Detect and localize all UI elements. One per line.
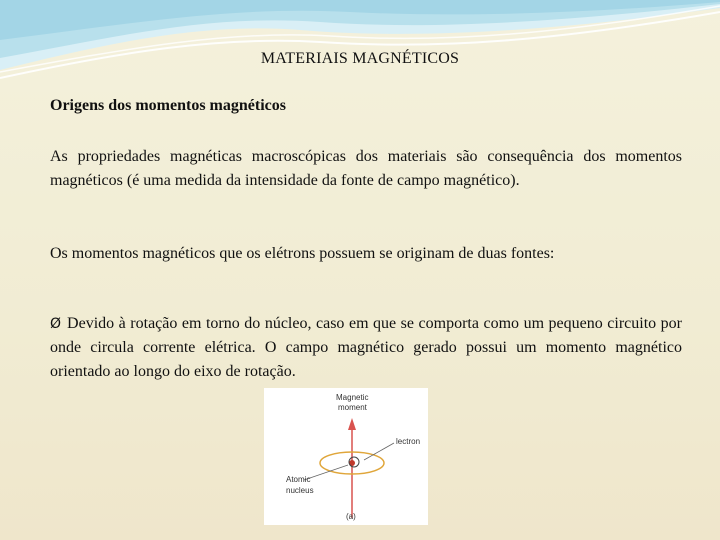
page-title: MATERIAIS MAGNÉTICOS [260,50,460,67]
label-moment-1: Magnetic [336,393,369,402]
label-electron: lectron [396,437,421,446]
moment-arrow-head [348,418,356,430]
label-nucleus-2: nucleus [286,486,314,495]
paragraph-sources: Os momentos magnéticos que os elétrons possuem se originam de duas fontes: [50,245,555,262]
decorative-top-wave [0,0,720,90]
section-subtitle: Origens dos momentos magnéticos [50,97,286,114]
label-nucleus-1: Atomic [286,475,311,484]
figure-caption: (a) [346,512,356,521]
orbit-diagram-figure [264,388,428,525]
nucleus-pointer [304,465,348,480]
arrow-bullet-icon: Ø [50,316,62,332]
bullet-text: Devido à rotação em torno do núcleo, caso em que se comporta como um pequeno circuito por onde circula corrente elétrica. O campo magnético gerado possui um momento magnético orientado ao longo do eixo de rotação. [50,315,682,380]
label-moment-2: moment [338,403,367,412]
bullet-item [50,312,682,384]
paragraph-intro: As propriedades magnéticas macroscópicas dos materiais são consequência dos momentos magnéticos (é uma medida da intensidade da fonte de campo magnético). [50,148,682,189]
